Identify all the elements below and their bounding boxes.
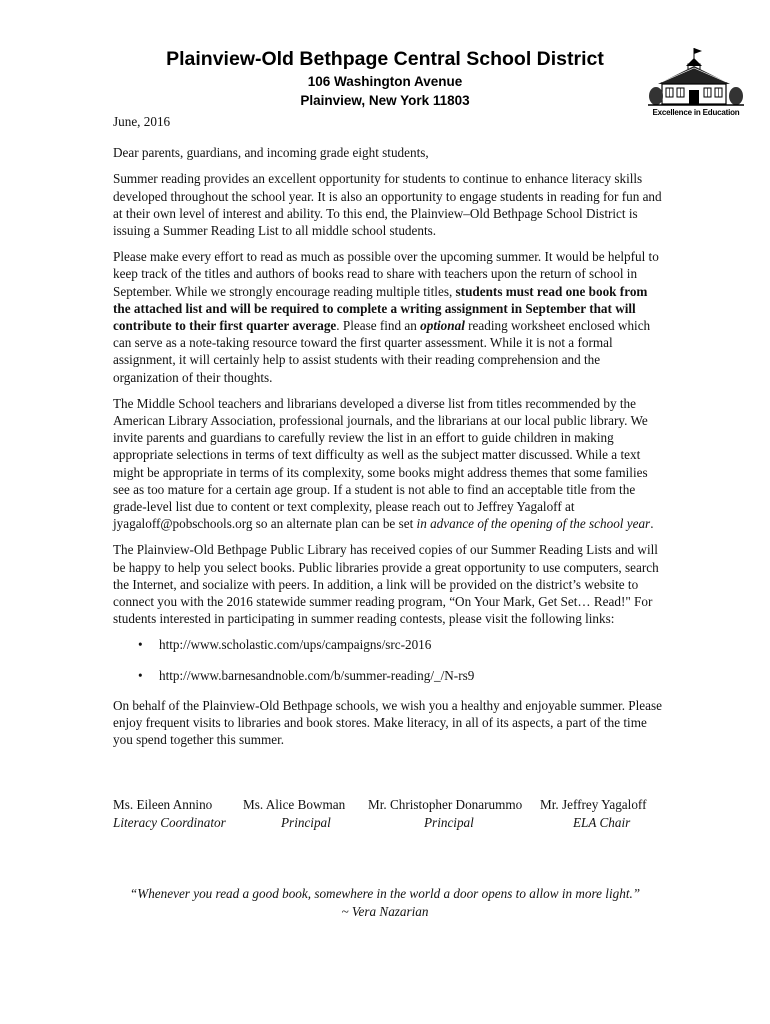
signer-name: Ms. Alice Bowman [243, 797, 346, 812]
scholastic-link[interactable]: http://www.scholastic.com/ups/campaigns/src-2016 [159, 637, 432, 653]
requirements-text-a: Please make every effort to read as much as possible over the upcoming summer. It would be helpful to keep track of the titles and authors of books read to share with teachers upon the return of school in September. While we strongly encourage reading multiple titles, [113, 249, 659, 299]
links-list [113, 636, 663, 683]
quote-author: ~ Vera Nazarian [341, 904, 429, 919]
signature-block [243, 796, 373, 831]
bullet: • [138, 637, 143, 653]
letter-greeting: Dear parents, guardians, and incoming grade eight students, [113, 145, 429, 161]
signer-title: ELA Chair [573, 814, 631, 830]
signature-block [368, 796, 538, 831]
paragraph-public-library: The Plainview-Old Bethpage Public Library has received copies of our Summer Reading Lists and will be happy to help you select books. Public libraries provide a great opportunity to use computers, search the Internet, and socialize with peers. In addition, a link will be provided on the district’s website to connect you with the 2016 statewide summer reading program, “On Your Mark, Get Set… Read!" For students interested in participating in summer reading contests, please visit the following links: [113, 542, 659, 627]
bullet: • [138, 667, 143, 683]
paragraph-summer-reading: Summer reading provides an excellent opportunity for students to continue to enhance literacy skills developed throughout the school year. It is also an opportunity to engage students in reading for fun and at their own level of interest and ability. To this end, the Plainview–Old Bethpage School District is issuing a Summer Reading List to all middle school students. [113, 171, 662, 239]
logo-motto: Excellence in Education [652, 108, 740, 117]
requirements-text-b: . Please find an [336, 318, 421, 334]
district-name: Plainview-Old Bethpage Central School District [166, 48, 604, 70]
district-logo [648, 44, 744, 122]
optional-emphasis: optional [420, 318, 465, 334]
schoolhouse-icon [648, 44, 744, 108]
quote-text: “Whenever you read a good book, somewhere in the world a door opens to allow in more light.” [129, 886, 641, 901]
book-list-italic-text: in advance of the opening of the school year [416, 516, 651, 532]
signer-name: Ms. Eileen Annino [113, 797, 213, 812]
letter-date: June, 2016 [113, 114, 171, 129]
signer-title: Principal [281, 814, 331, 830]
paragraph-book-list [113, 395, 663, 533]
requirements-text-c: reading worksheet enclosed which can serve as a note-taking resource toward the first quarter assessment. While it is not a formal assignment, it will certainly help to assist students with their reading comprehension and the organization of their thoughts. [113, 318, 651, 385]
signature-block [113, 796, 243, 831]
requirements-bold-text: students must read one book from the attached list and will be required to complete a writing assignment in September that will contribute to their first quarter average [113, 283, 648, 334]
signer-title: Literacy Coordinator [113, 814, 226, 830]
signer-name: Mr. Christopher Donarummo [368, 797, 523, 812]
paragraph-closing: On behalf of the Plainview-Old Bethpage schools, we wish you a healthy and enjoyable summer. Please enjoy frequent visits to libraries and book stores. Make literacy, in all of its aspects, a part of the time you spend together this summer. [113, 697, 662, 748]
list-item [113, 636, 663, 653]
signer-title: Principal [424, 814, 474, 830]
list-item [113, 667, 663, 684]
paragraph-requirements [113, 248, 663, 386]
street-address: 106 Washington Avenue [307, 74, 463, 89]
signature-block [540, 796, 670, 831]
barnes-noble-link[interactable]: http://www.barnesandnoble.com/b/summer-reading/_/N-rs9 [159, 667, 475, 683]
letter-body [113, 113, 663, 758]
book-list-text-a: The Middle School teachers and librarians developed a diverse list from titles recommended by the American Library Association, professional journals, and the librarians at our local public library. We invite parents and guardians to carefully review the list in an effort to guide children in making appropriate selections in terms of text difficulty as well as the subject matter discussed. While a text might be appropriate in terms of its complexity, some books might address themes that some families see as too mature for a certain age group. If a student is not able to find an acceptable title from the grade-level list due to content or text complexity, please reach out to Jeffrey Yagaloff at jyagaloff@pobschools.org so an alternate plan can be set [113, 395, 648, 532]
book-list-text-b: . [650, 516, 654, 532]
closing-quote [0, 885, 770, 921]
signer-name: Mr. Jeffrey Yagaloff [540, 797, 647, 812]
city-address: Plainview, New York 11803 [300, 93, 470, 108]
